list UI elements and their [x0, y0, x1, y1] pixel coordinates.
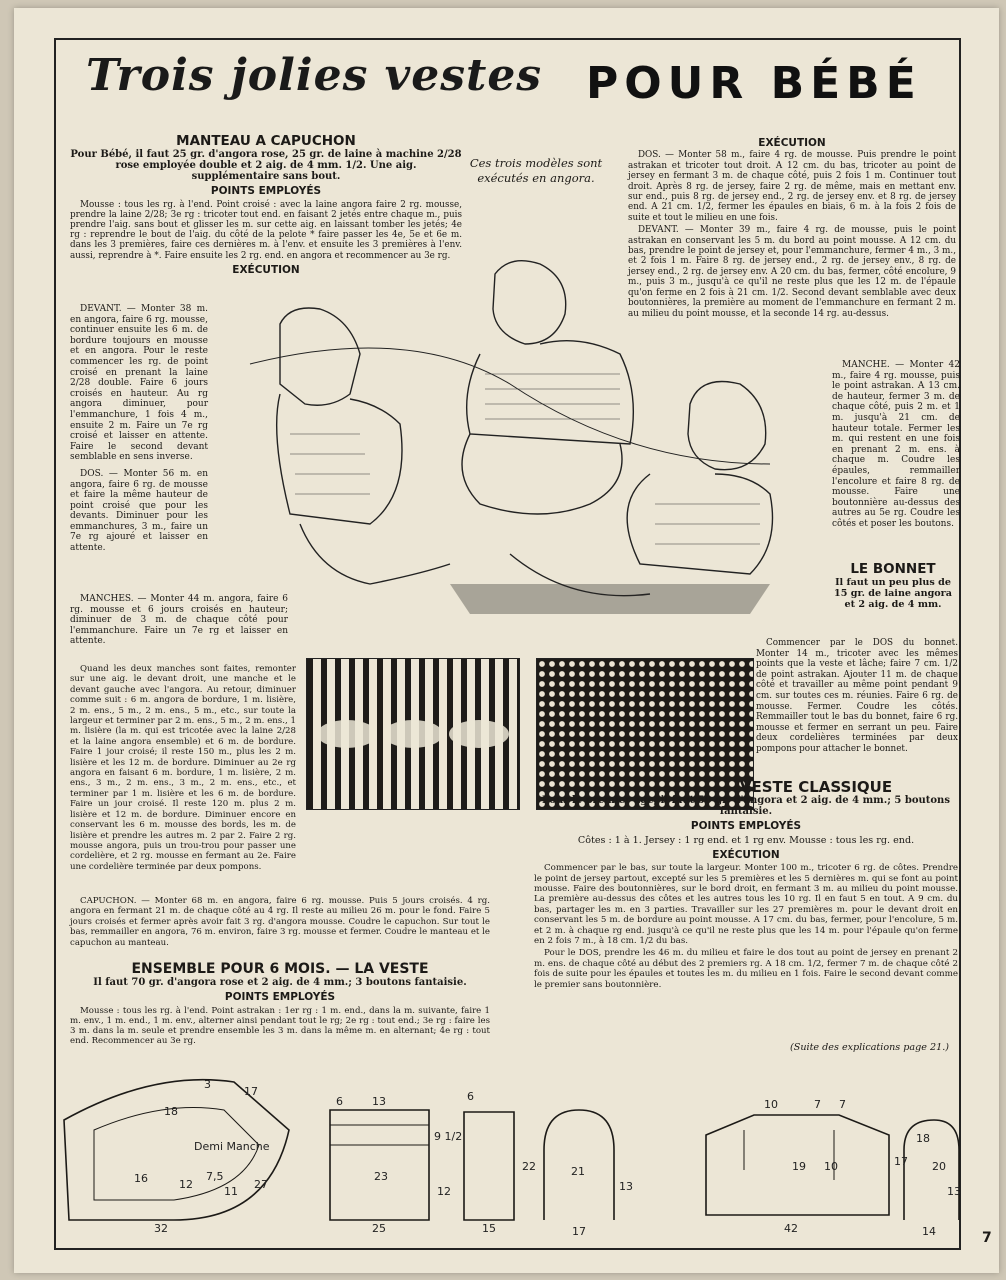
- dim-label: 19: [792, 1160, 806, 1173]
- manteau-capuchon-col: [70, 896, 490, 950]
- dim-label: 18: [164, 1105, 178, 1118]
- dim-label: 20: [932, 1160, 946, 1173]
- dim-label: 15: [482, 1222, 496, 1235]
- title-script: Trois jolies vestes: [86, 50, 543, 101]
- dim-label: 21: [571, 1165, 585, 1178]
- bonnet-section: [828, 561, 958, 614]
- classique-text2: Pour le DOS, prendre les 46 m. du milieu et faire le dos tout au point de jersey en prenant 2 m. ens. de chaque côté au début des 2 premiers rg. A 18 cm. 1/2, fermer 7 m. de chaque côté 2 fois de suite pour les épaules et toutes les m. du milieu en 1 fois. Faire le second devant comme le premier sans boutonnière.: [534, 948, 958, 990]
- ensemble-title: ENSEMBLE POUR 6 MOIS. — LA VESTE: [131, 961, 429, 977]
- classique-points-text: Côtes : 1 à 1. Jersey : 1 rg end. et 1 rg env. Mousse : tous les rg. end.: [577, 834, 915, 846]
- ensemble-intro: Il faut 70 gr. d'angora rose et 2 aig. de 4 mm.; 3 boutons fantaisie.: [93, 977, 467, 989]
- classique-points-title: POINTS EMPLOYÉS: [690, 820, 802, 833]
- dim-label: 17: [894, 1155, 908, 1168]
- ensemble-devant: DEVANT. — Monter 39 m., faire 4 rg. de mousse, puis le point astrakan en conservant les 5 m. du bord au point mousse. A 12 cm. du bas, prendre le point de jersey et, pour l'emmanchure, fermer 4 m., 3 m., et 2 fois 1 m. Faire 8 rg. de jersey end., 2 rg. de jersey env., 8 rg. de jersey end., 2 rg. de jersey env. A 20 cm. du bas, fermer, côté encolure, 9 m., puis 3 m., jusqu'à ce qu'il ne reste plus que les 12 m. de l'épaule qu'on ferme en 2 fois à 21 cm. 1/2. Second devant semblable avec deux boutonnières, la première au moment de l'emmanchure en fermant 2 m. au milieu du point mousse, et la seconde 14 rg. au-dessus.: [628, 225, 956, 319]
- ensemble-points-text: Mousse : tous les rg. à l'end. Point astrakan : 1er rg : 1 m. end., dans la m. suivante, faire 1 m. env., 1 m. end., 1 m. env., alterner ainsi pendant tout le rg; 2e rg : tout end.; 3e rg : faire les 3 m. dans la m. seule et prendre ensemble les 3 m. dans la même m. en alternant; 4e rg : tout end. Recommencer au 3e rg.: [70, 1005, 490, 1047]
- baby-right-head: [688, 382, 766, 470]
- dim-label: 18: [916, 1132, 930, 1145]
- ensemble-exec-title: EXÉCUTION: [758, 137, 826, 149]
- manteau-dos: DOS. — Monter 56 m. en angora, faire 6 rg. de mousse et faire la même hauteur de point croisé que pour les devants. Diminuer pour les emmanchures, 3 m., faire un 7e rg ajouré et laisser en attente.: [70, 468, 208, 554]
- manteau-title: MANTEAU A CAPUCHON: [176, 133, 356, 149]
- dim-label: 10: [824, 1160, 838, 1173]
- dim-label: 23: [374, 1170, 388, 1183]
- classique-intro: Pour le premier âge, il faut 50 gr. d'angora et 2 aig. de 4 mm.; 5 boutons fantaisie.: [542, 795, 950, 818]
- suite-note: (Suite des explications page 21.): [790, 1042, 949, 1053]
- dim-label: 13: [619, 1180, 633, 1193]
- ensemble-dos: DOS. — Monter 58 m., faire 4 rg. de mousse. Puis prendre le point astrakan et tricoter tout droit. A 12 cm. du bas, tricoter au point de jersey en fermant 3 m. de chaque côté, puis 2 fois 1 m. Continuer tout droit. Après 8 rg. de jersey, faire 2 rg. de même, mais en mettant env. sur end., puis 8 rg. de jersey end., 2 rg. de jersey env. et 8 rg. de jersey end. A 21 cm. 1/2, fermer les épaules en biais, 6 m. à la fois 2 fois de suite et tout le milieu en une fois.: [628, 150, 956, 223]
- manteau-points-title: POINTS EMPLOYÉS: [210, 185, 322, 198]
- dim-label: 12: [179, 1178, 193, 1191]
- title-block: POUR BÉBÉ: [586, 58, 922, 109]
- manteau-devant: DEVANT. — Monter 38 m. en angora, faire 6 rg. mousse, continuer ensuite les 6 m. de bordure toujours en mousse et en angora. Pour le reste commencer les rg. de point croisé en prenant la laine 2/28 double. Faire 6 jours croisés en hauteur. Au rg angora diminuer, pour l'emmanchure, 1 fois 4 m., ensuite 2 m. Faire un 7e rg croisé et laisser en attente. Faire le second devant semblable en sens inverse.: [70, 304, 208, 463]
- manteau-capuchon: CAPUCHON. — Monter 68 m. en angora, faire 6 rg. mousse. Puis 5 jours croisés. 4 rg. angora en fermant 21 m. de chaque côté au 4 rg. Il reste au milieu 26 m. pour le fond. Faire 5 jours croisés et fermer après avoir fait 3 rg. d'angora mousse. Coudre le capuchon. Sur tout le bas, remmailler en angora, 76 m. environ, faire 3 rg. mousse et fermer. Coudre le manteau et le capuchon au manteau.: [70, 896, 490, 948]
- classique-title: VESTE CLASSIQUE: [739, 778, 893, 796]
- ensemble-manche: MANCHE. — Monter 42 m., faire 4 rg. mousse, puis le point astrakan. A 13 cm. de hauteur, fermer 3 m. de chaque côté, puis 2 m. et 1 m. jusqu'à 21 cm. de hauteur totale. Fermer les m. qui restent en une fois en prenant 2 m. ens. à chaque m. Coudre les épaules, remmailler l'encolure et faire 8 rg. de mousse. Faire une boutonnière au-dessus des autres au 5e rg. Coudre les côtés et poser les boutons.: [832, 360, 960, 529]
- pattern-diagrams: [54, 1070, 959, 1240]
- page-number: 7: [982, 1230, 992, 1246]
- dim-label: 9 1/2: [434, 1130, 463, 1143]
- dim-label: 3: [204, 1078, 211, 1091]
- baby-center-head: [493, 261, 566, 344]
- bonnet-text: Commencer par le DOS du bonnet. Monter 14 m., tricoter avec les mêmes points que la veste et lâche; faire 7 cm. 1/2 de point astrakan. Ajouter 11 m. de chaque côté et travailler au même point pendant 9 cm. sur toutes ces m. réunies. Faire 6 rg. de mousse. Fermer. Coudre les côtés. Remmailler tout le bas du bonnet, faire 6 rg. mousse et fermer en serrant un peu. Faire deux cordelières terminées par deux pompons pour attacher le bonnet.: [756, 638, 958, 754]
- ensemble-manche-col: [832, 360, 960, 532]
- baby-center-body: [467, 341, 634, 444]
- manteau-narrow-col: [70, 304, 208, 556]
- manteau-points-text: Mousse : tous les rg. à l'end. Point croisé : avec la laine angora faire 2 rg. mousse, prendre la laine 2/28; 3e rg : tricoter tout end. en faisant 2 jetés entre chaque m., puis prendre l'aig. sans bout et glisser les m. sur cette aig. en laissant tomber les jetés; 4e rg : reprendre le bout de l'aig. du côté de la pelote * faire passer les 4e, 5e et 6e m. dans les 3 premières, faire ces dernières m. à l'env. et ensuite les 3 premières à l'env. aussi, reprendre à *. Faire ensuite les 2 rg. end. en angora et recommencer au 3e rg.: [70, 199, 462, 261]
- dim-label: 14: [922, 1225, 936, 1238]
- stitch-swatch-left: [306, 658, 520, 810]
- dim-label: 42: [784, 1222, 798, 1235]
- baby-hood-outline: [280, 308, 360, 405]
- dim-label: 7: [814, 1098, 821, 1111]
- dim-label: 13: [372, 1095, 386, 1108]
- pattern-devant-manteau: [464, 1112, 514, 1220]
- dim-label: 6: [336, 1095, 343, 1108]
- magazine-page: [14, 8, 999, 1273]
- dim-label: 17: [244, 1085, 258, 1098]
- pattern-dos-manteau: [330, 1110, 429, 1220]
- dim-label: 16: [134, 1172, 148, 1185]
- classique-exec-title: EXÉCUTION: [712, 848, 780, 861]
- dim-label: 12: [437, 1185, 451, 1198]
- manteau-intro: Pour Bébé, il faut 25 gr. d'angora rose, 25 gr. de laine à machine 2/28 rose employée double et 2 aig. de 4 mm. 1/2. Une aig. supplémentaire sans bout.: [70, 149, 462, 183]
- classique-text1: Commencer par le bas, sur toute la largeur. Monter 100 m., tricoter 6 rg. de côtes. Prendre le point de jersey partout, excepté sur les 5 premières et les 5 dernières m. qui se font au point mousse. Faire des boutonnières, sur le bord droit, en fermant 3 m. au milieu du point mousse. La première au-dessus des côtes et les autres tous les 10 rg. Il en faut 5 en tout. A 9 cm. du bas, partager les m. en 3 parties. Travailler sur les 27 premières m. pour le devant droit en conservant les 5 m. de bordure au point mousse. A 17 cm. du bas, fermer, pour l'encolure, 5 m. et 2 m. à chaque rg end. jusqu'à ce qu'il ne reste plus que les 14 m. pour l'épaule qu'on ferme en 2 fois 7 m., à 18 cm. 1/2 du bas.: [534, 863, 958, 947]
- manteau-assemblage: Quand les deux manches sont faites, remonter sur une aig. le devant droit, une manche et le devant gauche avec l'angora. Au retour, diminuer comme suit : 6 m. angora de bordure, 1 m. lisière, 2 m. ens., 5 m., 2 m. ens., 5 m., etc., sur toute la largeur et terminer par 2 m. ens., 5 m., 2 m. ens., 1 m. lisière (la m. qui est tricotée avec la laine 2/28 et la laine angora ensemble) et 6 m. de bordure. Faire 1 jour croisé; il reste 150 m., plus les 2 m. lisière et les 12 m. de bordure. Diminuer au 2e rg angora en faisant 6 m. bordure, 1 m. lisière, 2 m. ens., 3 m., 2 m. ens., 3 m., 2 m. ens., etc., et terminer par 1 m. lisière et les 6 m. de bordure. Faire un jour croisé. Il reste 120 m. plus 2 m. lisière et 12 m. de bordure. Diminuer encore en conservant les 6 m. mousse des bords, les m. de lisière et prendre les autres m. 2 par 2. Faire 2 rg. mousse angora, puis un trou-trou pour passer une cordelière, et 2 rg. mousse en fermant au 2e. Faire une cordelière terminée par deux pompons.: [70, 664, 296, 872]
- bonnet-text-col: [756, 638, 958, 757]
- dim-label: 13: [947, 1185, 961, 1198]
- dim-label: 10: [764, 1098, 778, 1111]
- baby-left-body: [277, 394, 402, 524]
- bonnet-intro: Il faut un peu plus de 15 gr. de laine angora et 2 aig. de 4 mm.: [834, 577, 952, 611]
- dim-label: 6: [467, 1090, 474, 1103]
- ensemble-section: [70, 961, 490, 1048]
- dim-label: 32: [154, 1222, 168, 1235]
- dim-label: 11: [224, 1185, 238, 1198]
- bonnet-title: LE BONNET: [850, 561, 936, 577]
- dim-label: 7: [839, 1098, 846, 1111]
- italic-note: Ces trois modèles sont exécutés en angora.: [469, 156, 603, 185]
- dim-label: 22: [522, 1160, 536, 1173]
- manteau-manches: MANCHES. — Monter 44 m. angora, faire 6 rg. mousse et 6 jours croisés en hauteur; diminuer de 3 m. de chaque côté pour l'emmanchure. Faire un 7e rg et laisser en attente.: [70, 594, 288, 647]
- manteau-exec-title: EXÉCUTION: [232, 263, 300, 276]
- dim-label: 25: [372, 1222, 386, 1235]
- dim-label: 7,5: [206, 1170, 224, 1183]
- manteau-assemblage-col: [70, 664, 296, 874]
- ensemble-points-title: POINTS EMPLOYÉS: [224, 991, 336, 1004]
- ensemble-exec-col: [628, 138, 956, 321]
- dim-label: 17: [572, 1225, 586, 1238]
- dim-label: 27: [254, 1178, 268, 1191]
- classique-section: [534, 778, 958, 992]
- pattern-label-demi-manche: Demi Manche: [194, 1140, 270, 1153]
